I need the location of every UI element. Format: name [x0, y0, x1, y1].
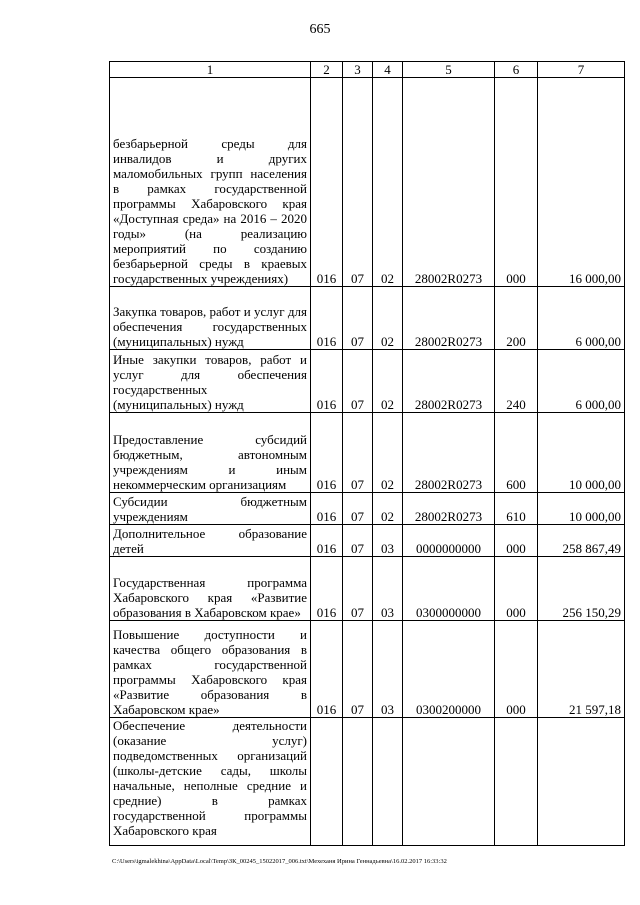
row-code-subsection: 02 — [373, 287, 403, 350]
row-code-section: 07 — [343, 493, 373, 525]
row-code-expense-type: 240 — [495, 350, 538, 413]
table-row — [110, 78, 625, 287]
row-name: Закупка товаров, работ и услуг для обеспечения государственных (муниципальных) нужд — [110, 287, 311, 350]
header-col-4: 4 — [373, 62, 403, 78]
header-col-5: 5 — [403, 62, 495, 78]
row-amount: 21 597,18 — [538, 621, 625, 718]
row-code-subsection: 02 — [373, 350, 403, 413]
row-name: безбарьерной среды для инвалидов и других маломобильных групп населения в рамках государственной программы Хабаровского края «Доступная среда» на 2016 – 2020 годы» (на реализацию мероприятий по созданию безбарьерной среды в краевых государственных учреждениях) — [110, 78, 311, 287]
row-name: Предоставление субсидий бюджетным, автономным учреждениям и иным некоммерческим организациям — [110, 413, 311, 493]
row-code-expense-type: 000 — [495, 78, 538, 287]
row-amount: 10 000,00 — [538, 413, 625, 493]
header-col-3: 3 — [343, 62, 373, 78]
row-code-ministry — [311, 718, 343, 846]
row-code-expense-type: 600 — [495, 413, 538, 493]
row-amount: 258 867,49 — [538, 525, 625, 557]
table-row — [110, 493, 625, 525]
row-code-section: 07 — [343, 525, 373, 557]
row-amount: 10 000,00 — [538, 493, 625, 525]
table-row — [110, 718, 625, 846]
row-code-target: 28002R0273 — [403, 413, 495, 493]
row-code-target: 28002R0273 — [403, 78, 495, 287]
row-code-subsection: 03 — [373, 525, 403, 557]
header-col-6: 6 — [495, 62, 538, 78]
row-code-expense-type — [495, 718, 538, 846]
table-row — [110, 621, 625, 718]
row-amount: 6 000,00 — [538, 287, 625, 350]
row-code-expense-type: 000 — [495, 525, 538, 557]
table-row — [110, 557, 625, 621]
footer-file-path: C:\Users\igmalekhina\AppData\Local\Temp\ЗК_00245_15022017_006.txt\Мехеханя Ирина Геннадьевна\16.02.2017 16:33:32 — [112, 858, 447, 865]
row-code-subsection: 03 — [373, 621, 403, 718]
row-amount — [538, 718, 625, 846]
row-code-ministry: 016 — [311, 413, 343, 493]
row-code-subsection: 03 — [373, 557, 403, 621]
row-code-section: 07 — [343, 287, 373, 350]
row-code-expense-type: 000 — [495, 557, 538, 621]
row-name: Дополнительное образование детей — [110, 525, 311, 557]
row-code-subsection — [373, 718, 403, 846]
row-code-section: 07 — [343, 413, 373, 493]
row-name: Субсидии бюджетным учреждениям — [110, 493, 311, 525]
row-code-target: 0300000000 — [403, 557, 495, 621]
table-row — [110, 413, 625, 493]
row-code-subsection: 02 — [373, 493, 403, 525]
row-code-target: 28002R0273 — [403, 287, 495, 350]
row-code-section: 07 — [343, 78, 373, 287]
table-row — [110, 350, 625, 413]
row-name: Государственная программа Хабаровского края «Развитие образования в Хабаровском крае» — [110, 557, 311, 621]
row-code-section: 07 — [343, 621, 373, 718]
header-col-1: 1 — [110, 62, 311, 78]
row-name: Обеспечение деятельности (оказание услуг) подведомственных организаций (школы-детские сады, школы начальные, неполные средние и средние) в рамках государственной программы Хабаровского края — [110, 718, 311, 846]
row-code-section: 07 — [343, 557, 373, 621]
row-code-expense-type: 610 — [495, 493, 538, 525]
header-col-2: 2 — [311, 62, 343, 78]
row-code-ministry: 016 — [311, 287, 343, 350]
row-code-ministry: 016 — [311, 350, 343, 413]
row-amount: 6 000,00 — [538, 350, 625, 413]
table-header-row — [110, 62, 625, 78]
header-col-7: 7 — [538, 62, 625, 78]
page-number: 665 — [309, 22, 331, 37]
row-code-target: 28002R0273 — [403, 493, 495, 525]
table-row — [110, 525, 625, 557]
row-code-ministry: 016 — [311, 621, 343, 718]
row-code-target — [403, 718, 495, 846]
row-code-ministry: 016 — [311, 557, 343, 621]
row-code-target: 28002R0273 — [403, 350, 495, 413]
row-code-ministry: 016 — [311, 78, 343, 287]
row-amount: 16 000,00 — [538, 78, 625, 287]
row-code-expense-type: 200 — [495, 287, 538, 350]
row-code-section — [343, 718, 373, 846]
row-code-subsection: 02 — [373, 78, 403, 287]
row-code-ministry: 016 — [311, 493, 343, 525]
row-code-section: 07 — [343, 350, 373, 413]
row-amount: 256 150,29 — [538, 557, 625, 621]
row-code-ministry: 016 — [311, 525, 343, 557]
row-name: Иные закупки товаров, работ и услуг для обеспечения государственных (муниципальных) нужд — [110, 350, 311, 413]
row-code-target: 0300200000 — [403, 621, 495, 718]
row-code-expense-type: 000 — [495, 621, 538, 718]
row-code-subsection: 02 — [373, 413, 403, 493]
budget-table — [109, 61, 625, 846]
row-code-target: 0000000000 — [403, 525, 495, 557]
table-row — [110, 287, 625, 350]
row-name: Повышение доступности и качества общего образования в рамках государственной программы Хабаровского края «Развитие образования в Хабаровском крае» — [110, 621, 311, 718]
